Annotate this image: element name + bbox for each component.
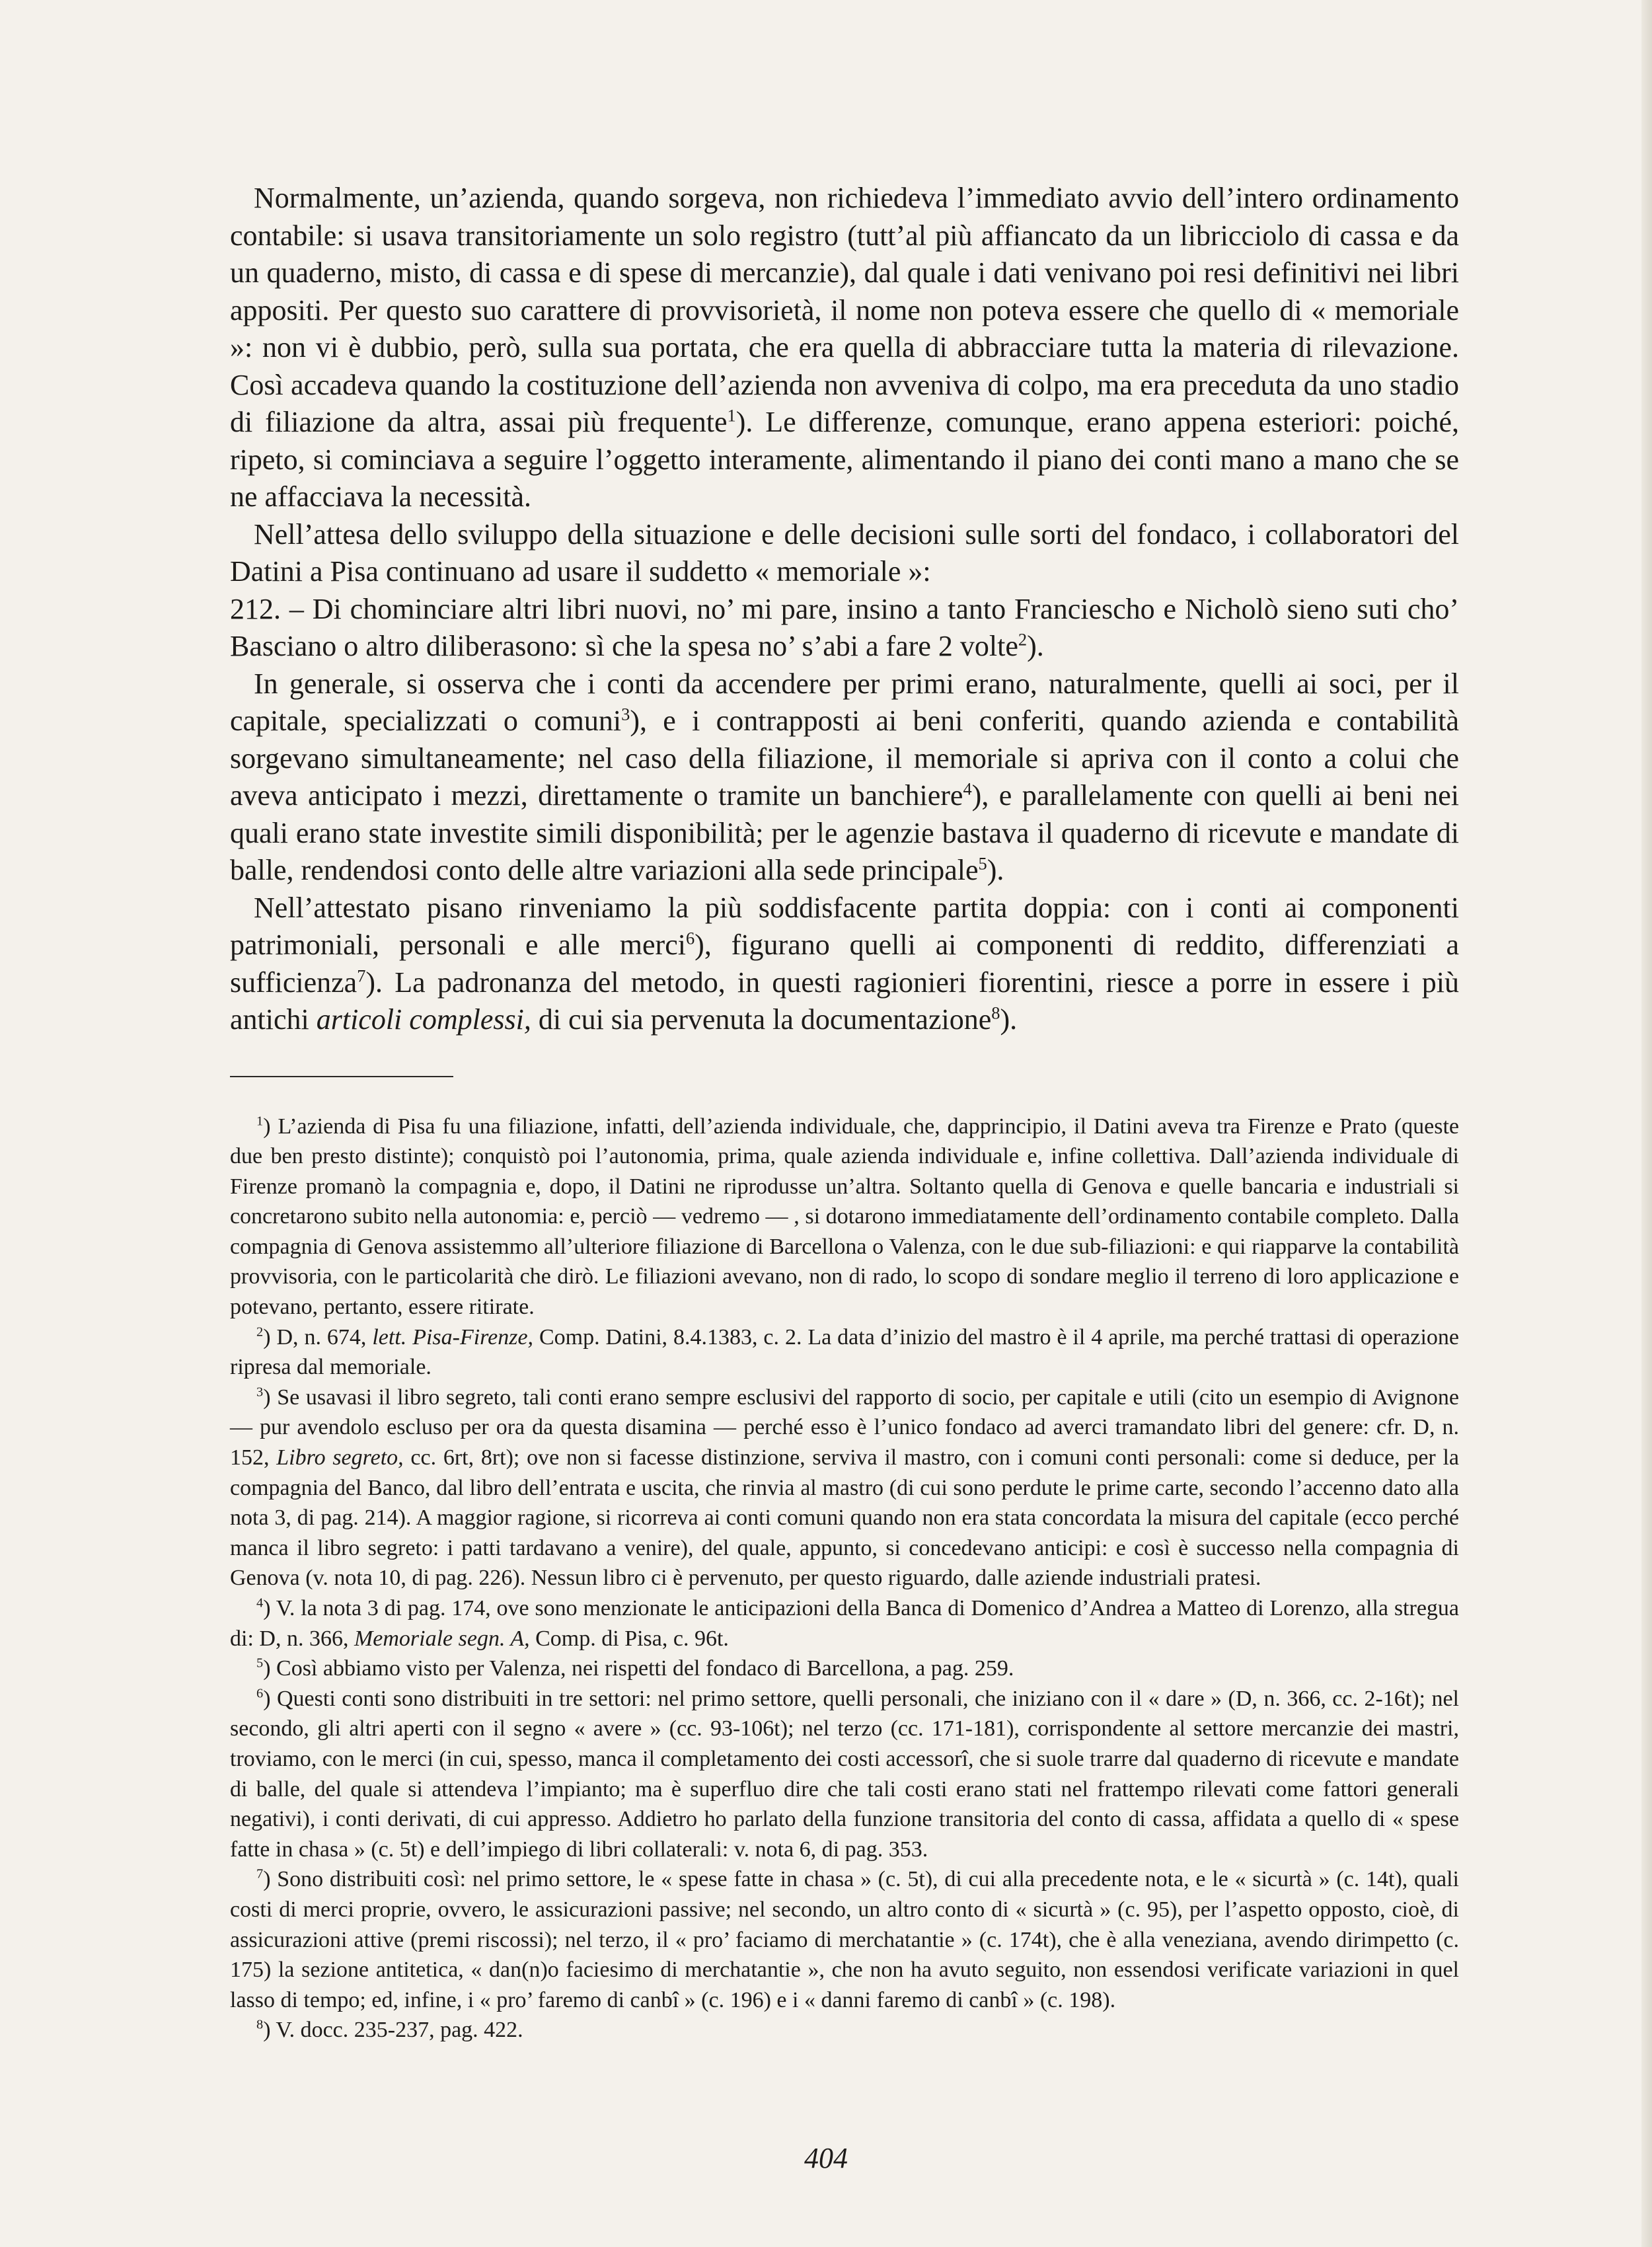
footnote-ref-8[interactable]: 8 <box>991 1003 1000 1023</box>
footnote-5: $^5$) Così abbiamo visto per Valenza, nei rispetti del fondaco di Barcellona, a pag. 259. <box>256 1656 1014 1681</box>
footnote-ref-5[interactable]: 5 <box>978 853 987 874</box>
footnote-divider <box>230 1076 453 1077</box>
footnote-ref-6[interactable]: 6 <box>685 928 695 948</box>
paragraph-3: In generale, si osserva che i conti da accendere per primi erano, naturalmente, quelli ai soci, per il capitale, specializzati o comuni$^3$), e i contrapposti ai beni conferiti, quando azienda e contabilità sorgevano simultaneamente; nel caso della filiazione, il memoriale si apriva con il conto a colui che aveva anticipato i mezzi, direttamente o tramite un banchiere$^4$), e parallelamente con quelli ai beni nei quali erano state investite simili disponibilità; per le agenzie bastava il quaderno di ricevute e mandate di balle, rendendosi conto delle altre variazioni alla sede principale$^5$). <box>230 667 1459 886</box>
footnote-ref-3[interactable]: 3 <box>621 704 630 724</box>
page-number: 404 <box>804 2142 848 2174</box>
footnote-3: $^3$) Se usavasi il libro segreto, tali conti erano sempre esclusivi del rapporto di socio, per capitale e utili (cito un esempio di Avignone — pur avendolo escluso per ora da questa disamina — perché esso è l’unico fondaco ad averci tramandato libri del genere: cfr. D, n. 152, Libro segreto, cc. 6rt, 8rt); ove non si facesse distinzione, serviva il mastro, con i comuni conti personali: come si deduce, per la compagnia del Banco, dal libro dell’entrata e uscita, che rinvia al mastro (di cui sono perdute le prime carte, secondo l’accenno dato alla nota 3, di pag. 214). A maggior ragione, si ricorreva ai conti comuni quando non era stata concordata la misura del capitale (ecco perché manca il libro segreto: i patti tardavano a venire), del quale, appunto, si concedevano anticipi: e così è successo nella compagnia di Genova (v. nota 10, di pag. 226). Nessun libro ci è pervenuto, per questo riguardo, dalle aziende industriali pratesi. <box>230 1385 1460 1591</box>
footnote-8: $^8$) V. docc. 235-237, pag. 422. <box>256 2017 523 2043</box>
page-content <box>230 180 1459 2045</box>
quotation-212: 212. – Di chominciare altri libri nuovi, no’ mi pare, insino a tanto Franciescho e Nicholò sieno suti cho’ Basciano o altro diliberasono: sì che la spesa no’ s’abi a fare 2 volte$^2$). <box>230 592 1459 662</box>
paragraph-4: Nell’attestato pisano rinveniamo la più soddisfacente partita doppia: con i conti ai componenti patrimoniali, personali e alle merci$^6$), figurano quelli ai componenti di reddito, differenziati a sufficienza$^7$). La padronanza del metodo, in questi ragionieri fiorentini, riesce a porre in essere i più antichi articoli complessi, di cui sia pervenuta la documentazione$^8$). <box>230 891 1459 1036</box>
italic-term: articoli complessi, <box>316 1003 531 1036</box>
footnote-7: $^7$) Sono distribuiti così: nel primo settore, le « spese fatte in chasa » (c. 5t), di cui alla precedente nota, e le « sicurtà » (c. 14t), quali costi di merci proprie, ovvero, le assicurazioni passive; nel secondo, un altro conto di « sicurtà » (c. 95), per l’aspetto opposto, cioè, di assicurazioni attive (premi riscossi); nel terzo, il « pro’ faciamo di merchatantie » (c. 174t), che è alla veneziana, avendo dirimpetto (c. 175) la sezione antitetica, « dan(n)o faciesimo di merchatantie », che non ha avuto seguito, non essendosi verificate variazioni in quel lasso di tempo; ed, infine, i « pro’ faremo di canbî » (c. 196) e i « danni faremo di canbî » (c. 198). <box>230 1867 1459 2012</box>
footnotes <box>230 1112 1459 2045</box>
paragraph-2: Nell’attesa dello sviluppo della situazione e delle decisioni sulle sorti del fondaco, i collaboratori del Datini a Pisa continuano ad usare il suddetto « memoriale »: <box>230 517 1459 588</box>
footnote-ref-2[interactable]: 2 <box>1018 629 1028 650</box>
main-text <box>230 180 1459 1039</box>
footnote-ref-7[interactable]: 7 <box>357 965 366 985</box>
footnote-ref-4[interactable]: 4 <box>963 779 972 799</box>
footnote-1: $^1$) L’azienda di Pisa fu una filiazione, infatti, dell’azienda individuale, che, dapprincipio, il Datini aveva tra Firenze e Prato (queste due ben presto distinte); conquistò poi l’autonomia, prima, quale azienda individuale e, infine collettiva. Dall’azienda individuale di Firenze promanò la compagnia e, dopo, il Datini ne riprodusse un’altra. Soltanto quella di Genova e quelle bancaria e industriali si concretarono subito nella autonomia: e, perciò — vedremo — , si dotarono immediatamente dell’ordinamento contabile completo. Dalla compagnia di Genova assistemmo all’ulteriore filiazione di Barcellona o Valenza, con le due sub-filiazioni: e qui riapparve la contabilità provvisoria, con le particolarità che dirò. Le filiazioni avevano, non di rado, lo scopo di sondare meglio il terreno di loro applicazione e potevano, pertanto, essere ritirate. <box>230 1114 1459 1320</box>
footnote-2: $^2$) D, n. 674, lett. Pisa-Firenze, Comp. Datini, 8.4.1383, c. 2. La data d’inizio del mastro è il 4 aprile, ma perché trattasi di operazione ripresa dal memoriale. <box>230 1324 1459 1380</box>
page-edge <box>1641 0 1652 2247</box>
footnote-ref-1[interactable]: 1 <box>727 405 736 426</box>
footnote-6: $^6$) Questi conti sono distribuiti in tre settori: nel primo settore, quelli personali, che iniziano con il « dare » (D, n. 366, cc. 2-16t); nel secondo, gli altri aperti con il segno « avere » (cc. 93-106t); nel terzo (cc. 171-181), corrispondente al settore mercanzie dei mastri, troviamo, con le merci (in cui, spesso, manca il completamento dei costi accessorî, che si suole trarre dal quaderno di ricevute e mandate di balle, del quale si attendeva l’impianto; ma è superfluo dire che tali costi erano stati nel frattempo rilevati come fattori generali negativi), i conti derivati, di cui appresso. Addietro ho parlato della funzione transitoria del conto di cassa, affidata a quello di « spese fatte in chasa » (c. 5t) e dell’impiego di libri collaterali: v. nota 6, di pag. 353. <box>230 1686 1459 1862</box>
footnote-4: $^4$) V. la nota 3 di pag. 174, ove sono menzionate le anticipazioni della Banca di Domenico d’Andrea a Matteo di Lorenzo, alla stregua di: D, n. 366, Memoriale segn. A, Comp. di Pisa, c. 96t. <box>230 1595 1459 1651</box>
paragraph-1: Normalmente, un’azienda, quando sorgeva, non richiedeva l’immediato avvio dell’intero ordinamento contabile: si usava transitoriamente un solo registro (tutt’al più affiancato da un libricciolo di cassa e da un quaderno, misto, di cassa e di spese di mercanzie), dal quale i dati venivano poi resi definitivi nei libri appositi. Per questo suo carattere di provvisorietà, il nome non poteva essere che quello di « memoriale »: non vi è dubbio, però, sulla sua portata, che era quella di abbracciare tutta la materia di rilevazione. Così accadeva quando la costituzione dell’azienda non avveniva di colpo, ma era preceduta da uno stadio di filiazione da altra, assai più frequente$^1$). Le differenze, comunque, erano appena esteriori: poiché, ripeto, si cominciava a seguire l’oggetto interamente, alimentando il piano dei conti mano a mano che se ne affacciava la necessità. <box>230 182 1459 513</box>
